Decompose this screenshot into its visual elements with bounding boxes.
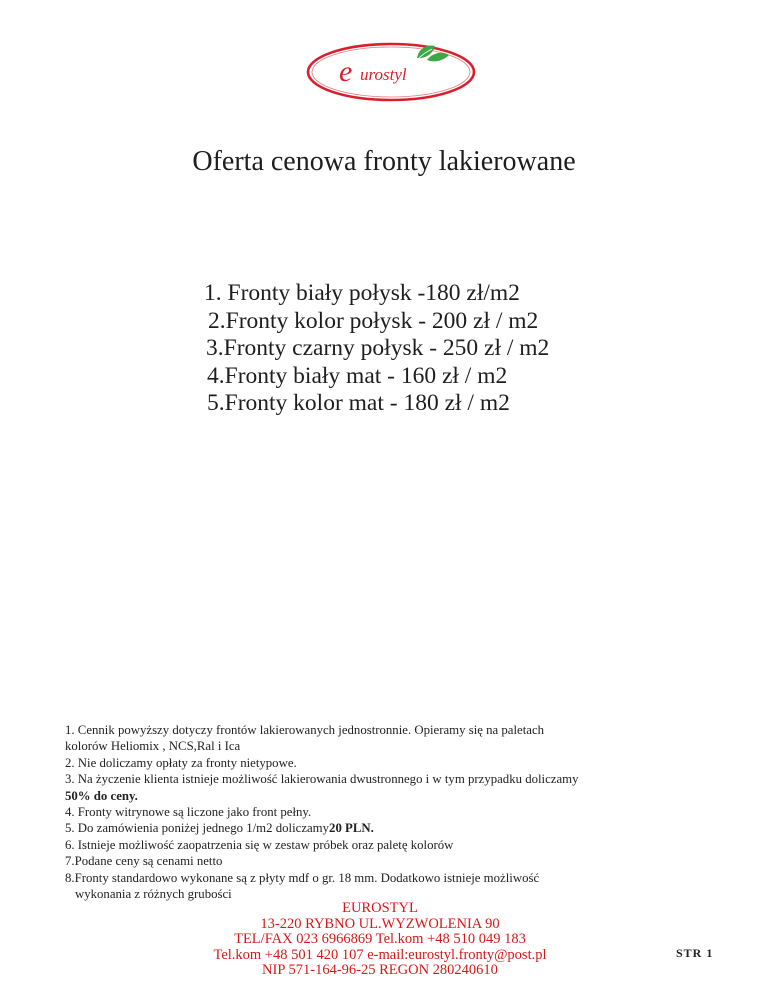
note-1: 1. Cennik powyższy dotyczy frontów lakierowanych jednostronnie. Opieramy się na paletach [65,723,545,737]
price-item-color-gloss: 2.Fronty kolor połysk - 200 zł / m2 [208,307,539,334]
note-4: 4. Fronty witrynowe są liczone jako front pełny. [65,805,312,820]
logo-wordmark: urostyl [360,65,407,84]
price-list [0,280,768,418]
note-7: 7.Podane ceny są cenami netto [65,854,223,869]
price-item-white-matte: 4.Fronty biały mat - 160 zł / m2 [207,362,508,389]
price-item-color-matte: 5.Fronty kolor mat - 180 zł / m2 [207,390,510,416]
note-6: 6. Istnieje możliwość zaopatrzenia się w zestaw próbek oraz paletę kolorów [65,837,454,852]
note-3-surcharge: 50% do ceny. [65,788,138,803]
footer-company-name: EUROSTYL [342,900,418,916]
page-number: STR 1 [676,946,714,960]
note-3-continued [65,788,705,804]
note-5-text: 5. Do zamówienia poniżej jednego 1/m2 doliczamy [65,821,330,836]
note-2: 2. Nie doliczamy opłaty za fronty nietypowe. [65,755,297,770]
footer-tax-ids: NIP 571-164-96-25 REGON 280240610 [262,962,498,978]
eurostyl-logo [305,38,477,104]
note-8-continued: wykonania z różnych grubości [75,887,232,902]
price-item-white-gloss: 1. Fronty biały połysk -180 zł/m2 [204,280,520,306]
footer-phone: TEL/FAX 023 6966869 Tel.kom +48 510 049 183 [234,931,526,947]
leaf-icon [417,46,449,62]
note-5-surcharge: 20 PLN. [329,821,374,836]
note-8: 8.Fronty standardowo wykonane są z płyty mdf o gr. 18 mm. Dodatkowo istnieje możliwość [65,870,540,885]
logo-letter-e: e [339,55,353,88]
note-5 [65,820,705,836]
price-item-black-gloss: 3.Fronty czarny połysk - 250 zł / m2 [206,335,550,361]
footer-address: 13-220 RYBNO UL.WYZWOLENIA 90 [260,915,500,932]
note-3: 3. Na życzenie klienta istnieje możliwość lakierowania dwustronnego i w tym przypadku doliczamy [65,772,579,787]
note-1-continued: kolorów Heliomix , NCS,Ral i Ica [65,739,241,754]
company-footer [160,901,600,979]
page-title: Oferta cenowa fronty lakierowane [192,146,576,177]
footer-phone-email: Tel.kom +48 501 420 107 e-mail:eurostyl.fronty@post.pl [213,946,547,963]
notes [65,722,705,902]
